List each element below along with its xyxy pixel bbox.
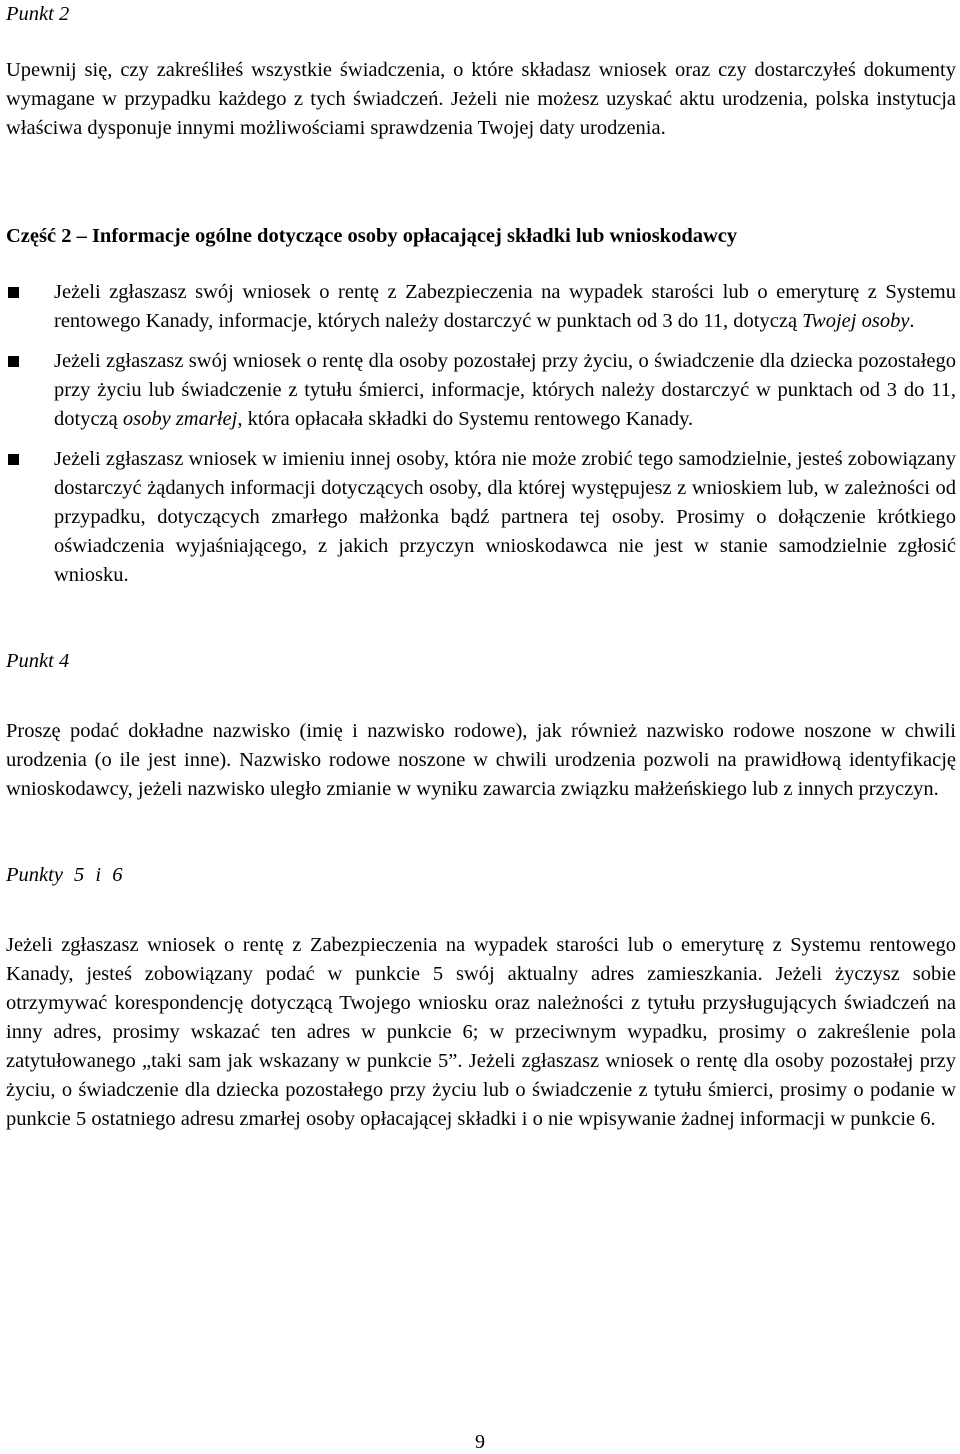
punkt2-heading: Punkt 2	[6, 3, 70, 25]
punkt2-paragraph: Upewnij się, czy zakreśliłeś wszystkie świadczenia, o które składasz wniosek oraz czy dostarczyłeś dokumenty wymagane w przypadku każdego z tych świadczeń. Jeżeli nie możesz uzyskać aktu urodzenia, polska instytucja właściwa dysponuje innymi możliwościami sprawdzenia Twojej daty urodzenia.	[6, 59, 956, 139]
bullet-emphasis-1: Twojej osoby	[802, 310, 910, 332]
punkty56-heading: Punkty 5 i 6	[6, 864, 123, 886]
document-page	[6, 0, 956, 1134]
bullet-item-1	[6, 278, 956, 336]
bullet-square-icon	[8, 287, 19, 298]
punkt4-paragraph: Proszę podać dokładne nazwisko (imię i nazwisko rodowe), jak również nazwisko rodowe noszone w chwili urodzenia (o ile jest inne). Nazwisko rodowe noszone w chwili urodzenia pozwoli na prawidłową identyfikację wnioskodawcy, jeżeli nazwisko uległo zmianie w wyniku zawarcia związku małżeńskiego lub z innych przyczyn.	[6, 720, 956, 800]
bullet-text-3: Jeżeli zgłaszasz wniosek w imieniu innej osoby, która nie może zrobić tego samodzielnie, jesteś zobowiązany dostarczyć żądanych informacji dotyczących osoby, dla której występujesz z wnioskiem lub, w zależności od przypadku, dotyczących zmarłego małżonka bądź partnera tej osoby. Prosimy o dołączenie krótkiego oświadczenia wyjaśniającego, z jakich przyczyn wnioskodawca nie jest w stanie samodzielnie zgłosić wniosku.	[54, 448, 956, 586]
czesc2-heading: Część 2 – Informacje ogólne dotyczące osoby opłacającej składki lub wnioskodawcy	[6, 225, 738, 247]
punkty56-paragraph: Jeżeli zgłaszasz wniosek o rentę z Zabezpieczenia na wypadek starości lub o emeryturę z Systemu rentowego Kanady, jesteś zobowiązany podać w punkcie 5 swój aktualny adres zamieszkania. Jeżeli życzysz sobie otrzymywać korespondencję dotyczącą Twojego wniosku oraz należności z tytułu przysługujących świadczeń na inny adres, prosimy wskazać ten adres w punkcie 6; w przeciwnym wypadku, prosimy o zakreślenie pola zatytułowanego „taki sam jak wskazany w punkcie 5”. Jeżeli zgłaszasz wniosek o rentę dla osoby pozostałej przy życiu, o świadczenie dla dziecka pozostałego przy życiu lub o świadczenie z tytułu śmierci, prosimy o podanie w punkcie 5 ostatniego adresu zmarłej osoby opłacającej składki i o nie wpisywanie żadnej informacji w punkcie 6.	[6, 934, 956, 1130]
bullet-item-2	[6, 347, 956, 434]
page-number: 9	[475, 1431, 485, 1453]
bullet-square-icon	[8, 356, 19, 367]
bullet-item-3	[6, 445, 956, 590]
bullet-text-2: Jeżeli zgłaszasz swój wniosek o rentę dla osoby pozostałej przy życiu, o świadczenie dla dziecka pozostałego przy życiu lub świadczenie z tytułu śmierci, informacje, których należy dostarczyć w punktach od 3 do 11, dotyczą osoby zmarłej, która opłacała składki do Systemu rentowego Kanady.	[54, 350, 956, 430]
bullet-text-1: Jeżeli zgłaszasz swój wniosek o rentę z Zabezpieczenia na wypadek starości lub o emeryturę z Systemu rentowego Kanady, informacje, których należy dostarczyć w punktach od 3 do 11, dotyczą Twojej osoby.	[54, 281, 956, 332]
bullet-emphasis-2: osoby zmarłej	[122, 408, 238, 430]
punkt4-heading: Punkt 4	[6, 650, 70, 672]
bullet-square-icon	[8, 454, 19, 465]
